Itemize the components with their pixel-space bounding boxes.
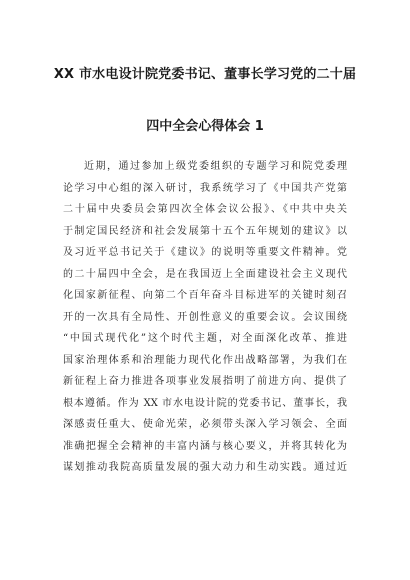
body-line: 根本遵循。作为 XX 市水电设计院的党委书记、董事长，我 (63, 397, 347, 409)
body-line: 论学习中心组的深入研讨，我系统学习了《中国共产党第 (63, 182, 347, 194)
body-line: 新征程上奋力推进各项事业发展指明了前进方向、提供了 (63, 376, 347, 387)
document-title-line-1: XX 市水电设计院党委书记、董事长学习党的二十届 (53, 67, 357, 82)
body-line: 于制定国民经济和社会发展第十五个五年规划的建议》以 (63, 225, 347, 237)
body-line: 的二十届四中全会，是在我国迈上全面建设社会主义现代 (63, 268, 347, 280)
body-line: 谋划推动我院高质量发展的强大动力和生动实践。通过近 (63, 462, 347, 473)
body-line: 深感责任重大、使命光荣，必须带头深入学习领会、全面 (63, 419, 347, 430)
body-line: 国家治理体系和治理能力现代化作出战略部署，为我们在 (63, 354, 347, 366)
body-line: 近期，通过参加上级党委组织的专题学习和院党委理 (84, 161, 347, 172)
body-line: 及习近平总书记关于《建议》的说明等重要文件精神。党 (63, 247, 347, 258)
document-body (63, 156, 347, 479)
body-line: 准确把握全会精神的丰富内涵与核心要义，并将其转化为 (63, 440, 347, 452)
body-line: 化国家新征程、向第二个百年奋斗目标进军的关键时刻召 (63, 290, 347, 301)
body-line: “中国式现代化”这个时代主题，对全面深化改革、推进 (63, 333, 347, 344)
document-title-line-2: 四中全会心得体会 1 (146, 119, 264, 134)
body-line: 二十届中央委员会第四次全体会议公报》、《中共中央关 (63, 204, 347, 215)
body-line: 开的一次具有全局性、开创性意义的重要会议。会议围绕 (63, 311, 347, 323)
